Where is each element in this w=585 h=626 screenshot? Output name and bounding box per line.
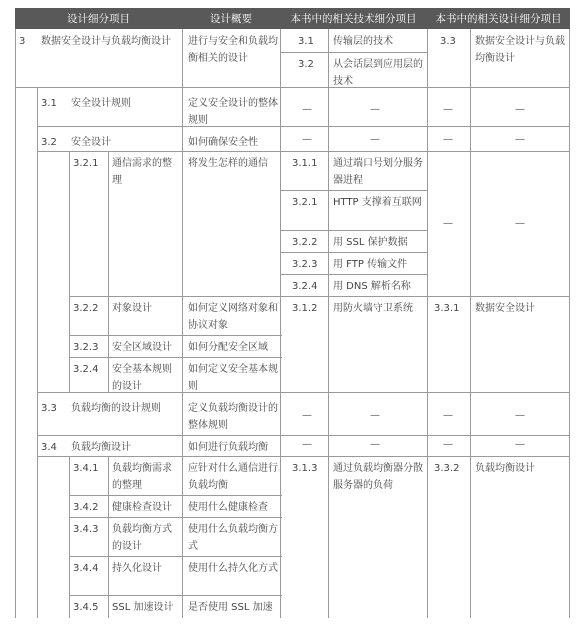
row-3-2-design-name-dash: —	[515, 134, 525, 145]
row-3-2-2-design-name: 数据安全设计	[475, 303, 535, 314]
row-3-2-3-title: 安全区域设计	[112, 342, 172, 353]
row-3-2-1-tech-1-id: 3.1.1	[292, 158, 318, 169]
row-3-2-1-tech-4-name: 用 FTP 传输文件	[333, 259, 408, 270]
row-3-2-id: 3.2	[41, 137, 57, 148]
row-line-tech-321-b	[280, 230, 427, 231]
row-3-3-id: 3.3	[41, 403, 57, 414]
row-3-tech-2-name: 从会话层到应用层的技术	[333, 59, 423, 87]
row-line-after-3-4	[37, 456, 570, 457]
row-3-4-1-design-id: 3.3.2	[434, 463, 460, 474]
row-3-4-5-id: 3.4.5	[73, 602, 99, 613]
design-table	[15, 8, 570, 618]
row-3-1-summary: 定义安全设计的整体规则	[188, 98, 278, 126]
row-3-2-design-id-dash: —	[443, 134, 453, 145]
row-3-2-tech-id-dash: —	[302, 134, 312, 145]
row-3-2-1-design-id-dash: —	[443, 218, 453, 229]
row-line-after-3-2	[37, 151, 570, 152]
row-3-3-title: 负载均衡的设计规则	[71, 403, 161, 414]
row-line-tech-321-a	[280, 190, 427, 191]
row-3-4-1-tech-name: 通过负载均衡器分散服务器的负荷	[333, 463, 423, 491]
row-3-4-1-title: 负载均衡需求的整理	[112, 463, 172, 491]
row-3-4-4-summary: 使用什么持久化方式	[188, 563, 278, 574]
col-line-summary	[182, 29, 183, 618]
col-line-level3id-a	[108, 151, 109, 392]
row-line-tech-3-split	[280, 52, 427, 53]
row-3-summary: 进行与安全和负载均衡相关的设计	[188, 36, 278, 64]
row-3-3-tech-id-dash: —	[302, 410, 312, 421]
row-3-2-tech-name-dash: —	[370, 134, 380, 145]
col-line-level3id-b	[108, 456, 109, 618]
header-related-tech: 本书中的相关技术细分项目	[280, 8, 427, 29]
row-3-2-2-title: 对象设计	[112, 303, 152, 314]
row-line-after-3-2-2	[69, 335, 282, 336]
row-3-4-3-title: 负载均衡方式的设计	[112, 524, 172, 552]
row-3-design-name: 数据安全设计与负载均衡设计	[475, 36, 565, 64]
row-3-2-1-tech-5-id: 3.2.4	[292, 281, 318, 292]
row-line-after-3-4-3	[69, 556, 282, 557]
row-3-2-2-design-id: 3.3.1	[434, 303, 460, 314]
row-3-2-1-id: 3.2.1	[73, 158, 99, 169]
row-3-title: 数据安全设计与负载均衡设计	[41, 36, 171, 47]
row-3-3-tech-name-dash: —	[370, 410, 380, 421]
row-3-4-2-id: 3.4.2	[73, 502, 99, 513]
row-3-2-1-tech-3-name: 用 SSL 保护数据	[333, 237, 408, 248]
row-3-4-5-title: SSL 加速设计	[112, 602, 174, 613]
border-left	[15, 29, 16, 618]
row-3-tech-1-id: 3.1	[298, 36, 314, 47]
row-line-after-3-2-1	[69, 296, 570, 297]
row-line-after-3-2-3	[69, 357, 282, 358]
row-3-2-summary: 如何确保安全性	[188, 137, 258, 148]
row-3-4-3-id: 3.4.3	[73, 524, 99, 535]
col-line-design-id	[470, 29, 471, 618]
row-line-after-3-4-4	[69, 595, 282, 596]
row-3-2-1-tech-4-id: 3.2.3	[292, 259, 318, 270]
row-3-4-tech-name-dash: —	[370, 439, 380, 450]
row-line-after-3	[15, 87, 570, 88]
row-3-4-design-id-dash: —	[443, 439, 453, 450]
row-line-after-3-1	[37, 126, 570, 127]
row-3-3-summary: 定义负载均衡设计的整体规则	[188, 403, 278, 431]
row-line-tech-321-c	[280, 252, 427, 253]
row-3-2-3-summary: 如何分配安全区域	[188, 342, 268, 353]
row-3-2-1-design-name-dash: —	[515, 218, 525, 229]
row-3-4-1-design-name: 负载均衡设计	[475, 463, 535, 474]
border-right	[569, 29, 570, 618]
row-3-2-title: 安全设计	[71, 137, 111, 148]
header-related-design: 本书中的相关设计细分项目	[427, 8, 570, 29]
col-line-tech	[280, 29, 281, 618]
row-3-2-1-tech-3-id: 3.2.2	[292, 237, 318, 248]
row-3-4-id: 3.4	[41, 442, 57, 453]
row-3-4-2-title: 健康检查设计	[112, 502, 172, 513]
col-line-level3-b	[69, 456, 70, 618]
row-line-after-3-4-1	[69, 495, 282, 496]
row-3-id: 3	[19, 36, 26, 47]
row-3-1-id: 3.1	[41, 98, 57, 109]
row-3-design-id: 3.3	[440, 36, 456, 47]
row-3-4-title: 负载均衡设计	[71, 442, 131, 453]
row-3-1-design-id-dash: —	[443, 104, 453, 115]
row-3-2-1-tech-5-name: 用 DNS 解析名称	[333, 281, 411, 292]
row-3-4-3-summary: 使用什么负载均衡方式	[188, 524, 278, 552]
row-3-4-4-title: 持久化设计	[112, 563, 162, 574]
row-line-after-3-3	[37, 435, 570, 436]
row-3-2-1-tech-2-name: HTTP 支撑着互联网	[333, 197, 422, 208]
row-3-4-design-name-dash: —	[515, 439, 525, 450]
row-3-2-3-id: 3.2.3	[73, 342, 99, 353]
row-line-after-3-2-4	[37, 392, 570, 393]
col-line-design	[427, 29, 428, 618]
row-line-after-3-4-2	[69, 517, 282, 518]
col-line-tech-id	[328, 29, 329, 618]
header-design-summary: 设计概要	[182, 8, 280, 29]
row-3-4-tech-id-dash: —	[302, 439, 312, 450]
row-3-2-4-title: 安全基本规则的设计	[112, 364, 172, 392]
row-3-4-2-summary: 使用什么健康检查	[188, 502, 268, 513]
col-line-level3-a	[69, 151, 70, 392]
row-3-4-1-tech-id: 3.1.3	[292, 463, 318, 474]
row-3-1-tech-id-dash: —	[302, 104, 312, 115]
row-3-4-4-id: 3.4.4	[73, 563, 99, 574]
row-3-tech-2-id: 3.2	[298, 59, 314, 70]
row-3-1-design-name-dash: —	[515, 104, 525, 115]
row-3-2-1-title: 通信需求的整理	[112, 158, 172, 186]
row-3-2-1-tech-1-name: 通过端口号划分服务器进程	[333, 158, 423, 186]
row-3-4-summary: 如何进行负载均衡	[188, 442, 268, 453]
row-3-3-design-id-dash: —	[443, 410, 453, 421]
row-3-2-4-summary: 如何定义安全基本规则	[188, 364, 278, 392]
row-3-2-1-summary: 将发生怎样的通信	[188, 158, 268, 169]
row-3-4-1-summary: 应针对什么通信进行负载均衡	[188, 463, 278, 491]
header-design-items: 设计细分项目	[15, 8, 182, 29]
row-line-tech-321-d	[280, 274, 427, 275]
row-3-2-2-tech-id: 3.1.2	[292, 303, 318, 314]
row-3-3-design-name-dash: —	[515, 410, 525, 421]
row-3-2-1-tech-2-id: 3.2.1	[292, 197, 318, 208]
row-3-4-5-summary: 是否使用 SSL 加速	[188, 602, 273, 613]
row-3-4-1-id: 3.4.1	[73, 463, 99, 474]
row-3-2-4-id: 3.2.4	[73, 364, 99, 375]
row-3-2-2-tech-name: 用防火墙守卫系统	[333, 303, 413, 314]
row-3-1-title: 安全设计规则	[71, 98, 131, 109]
row-3-1-tech-name-dash: —	[370, 104, 380, 115]
row-3-tech-1-name: 传输层的技术	[333, 36, 393, 47]
col-line-level2	[37, 87, 38, 618]
row-3-2-2-id: 3.2.2	[73, 303, 99, 314]
row-3-2-2-summary: 如何定义网络对象和协议对象	[188, 303, 278, 331]
